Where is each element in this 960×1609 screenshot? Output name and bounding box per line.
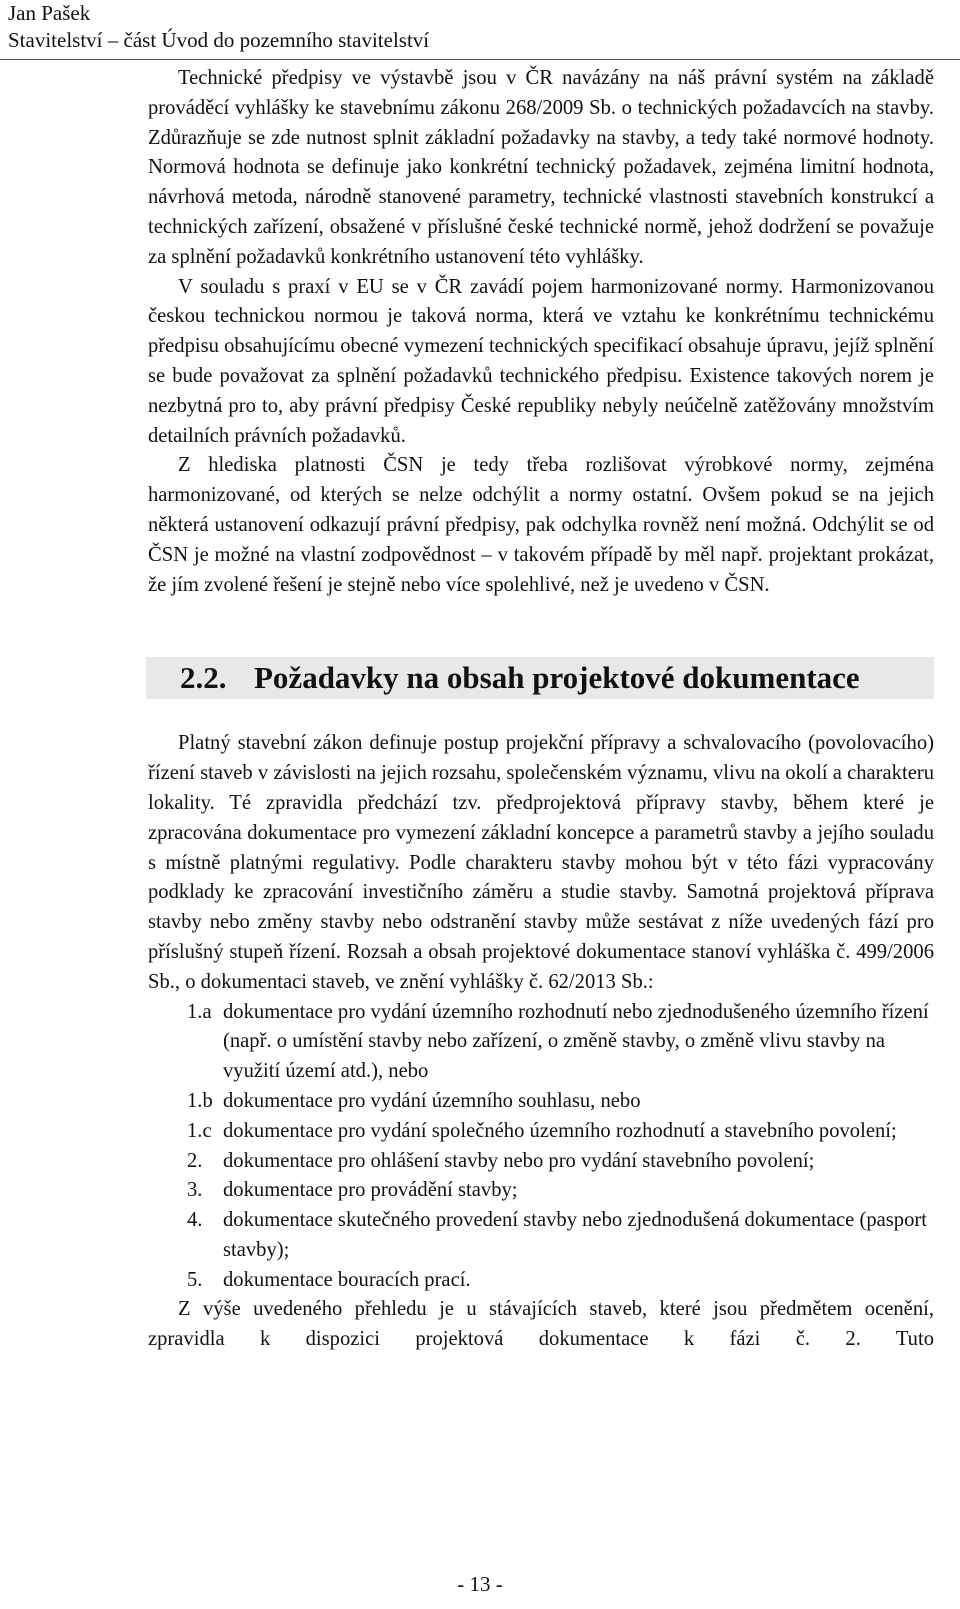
list-item-marker: 2. bbox=[187, 1149, 203, 1172]
list-item-text: dokumentace pro provádění stavby; bbox=[223, 1179, 518, 1202]
list-item bbox=[148, 998, 934, 1087]
paragraph-technical-regulations: Technické předpisy ve výstavbě jsou v ČR navázány na náš právní systém na základě prováděcí vyhlášky ke stavebnímu zákonu 268/2009 Sb. o technických požadavcích na stavby. Zdůrazňuje se zde nutnost splnit základní požadavky na stavby, a tedy také normové hodnoty. Normová hodnota se definuje jako konkrétní technický požadavek, zejména limitní hodnota, návrhová metoda, národně stanovené parametry, technické vlastnosti stavebních konstrukcí a technických zařízení, obsažené v příslušné české technické normě, jehož dodržení se považuje za splnění požadavků konkrétního ustanovení této vyhlášky. bbox=[148, 67, 934, 268]
running-header bbox=[8, 0, 429, 54]
list-item-text: dokumentace pro vydání společného územního rozhodnutí a stavebního povolení; bbox=[223, 1119, 897, 1142]
phase-list bbox=[148, 998, 934, 1296]
list-item-marker: 1.c bbox=[187, 1119, 212, 1142]
list-item-text: dokumentace pro ohlášení stavby nebo pro vydání stavebního povolení; bbox=[223, 1149, 815, 1172]
section-number: 2.2. bbox=[180, 660, 227, 696]
list-item-marker: 4. bbox=[187, 1209, 203, 1232]
list-item bbox=[148, 1266, 934, 1296]
header-course: Stavitelství – část Úvod do pozemního stavitelství bbox=[8, 28, 430, 52]
list-item bbox=[148, 1176, 934, 1206]
section-title: Požadavky na obsah projektové dokumentace bbox=[254, 660, 860, 696]
paragraph-csn-validity: Z hlediska platnosti ČSN je tedy třeba rozlišovat výrobkové normy, zejména harmonizované, od kterých se nelze odchýlit a normy ostatní. Ovšem pokud se na jejich některá ustanovení odkazují právní předpisy, pak odchylka rovněž není možná. Odchýlit se od ČSN je možné na vlastní zodpovědnost – v takovém případě by měl např. projektant prokázat, že jím zvolené řešení je stejně nebo více spolehlivé, než je uvedeno v ČSN. bbox=[148, 454, 934, 596]
list-item-text: dokumentace skutečného provedení stavby nebo zjednodušená dokumentace (pasport stavby); bbox=[223, 1209, 927, 1261]
list-item bbox=[148, 1117, 934, 1147]
list-item-marker: 1.a bbox=[187, 1000, 212, 1023]
list-item bbox=[148, 1087, 934, 1117]
list-item-marker: 5. bbox=[187, 1268, 203, 1291]
list-item bbox=[148, 1147, 934, 1177]
page-number: - 13 - bbox=[457, 1572, 503, 1596]
paragraph-closing: Z výše uvedeného přehledu je u stávajících staveb, které jsou předmětem ocenění, zpravidla k dispozici projektová dokumentace k fázi č. 2. Tuto bbox=[148, 1298, 934, 1351]
section-heading bbox=[146, 657, 934, 699]
list-item-text: dokumentace pro vydání územního rozhodnutí nebo zjednodušeného územního řízení (např. o umístění stavby nebo zařízení, o změně stavby, o změně vlivu stavby na využití území atd.), nebo bbox=[223, 1000, 929, 1083]
paragraph-harmonized-norms: V souladu s praxí v EU se v ČR zavádí pojem harmonizované normy. Harmonizovanou českou technickou normou je taková norma, která ve vztahu ke konkrétnímu technickému předpisu obsahujícímu obecné vymezení technických specifikací obsahuje úpravu, jejíž splnění se bude považovat za splnění požadavků technického předpisu. Existence takových norem je nezbytná pro to, aby právní předpisy České republiky nebyly neúčelně zatěžovány množstvím detailních právních požadavků. bbox=[148, 275, 934, 447]
list-item-text: dokumentace bouracích prací. bbox=[223, 1268, 471, 1291]
list-item bbox=[148, 1206, 934, 1266]
list-item-text: dokumentace pro vydání územního souhlasu, nebo bbox=[223, 1089, 641, 1112]
list-item-marker: 1.b bbox=[187, 1089, 213, 1112]
header-divider bbox=[0, 59, 960, 60]
page-body bbox=[148, 64, 934, 1355]
list-item-marker: 3. bbox=[187, 1179, 203, 1202]
header-author: Jan Pašek bbox=[8, 1, 91, 25]
paragraph-intro: Platný stavební zákon definuje postup projekční přípravy a schvalovacího (povolovacího) řízení staveb v závislosti na jejich rozsahu, společenském významu, vlivu na okolí a charakteru lokality. Té zpravidla předchází tzv. předprojektová přípravy stavby, během které je zpracována dokumentace pro vymezení základní koncepce a parametrů stavby a jejího souladu s místně platnými regulativy. Podle charakteru stavby mohou být v této fázi vypracovány podklady ke zpracování investičního záměru a studie stavby. Samotná projektová příprava stavby nebo změny stavby nebo odstranění stavby může sestávat z níže uvedených fází pro příslušný stupeň řízení. Rozsah a obsah projektové dokumentace stanoví vyhláška č. 499/2006 Sb., o dokumentaci staveb, ve znění vyhlášky č. 62/2013 Sb.: bbox=[148, 732, 934, 993]
